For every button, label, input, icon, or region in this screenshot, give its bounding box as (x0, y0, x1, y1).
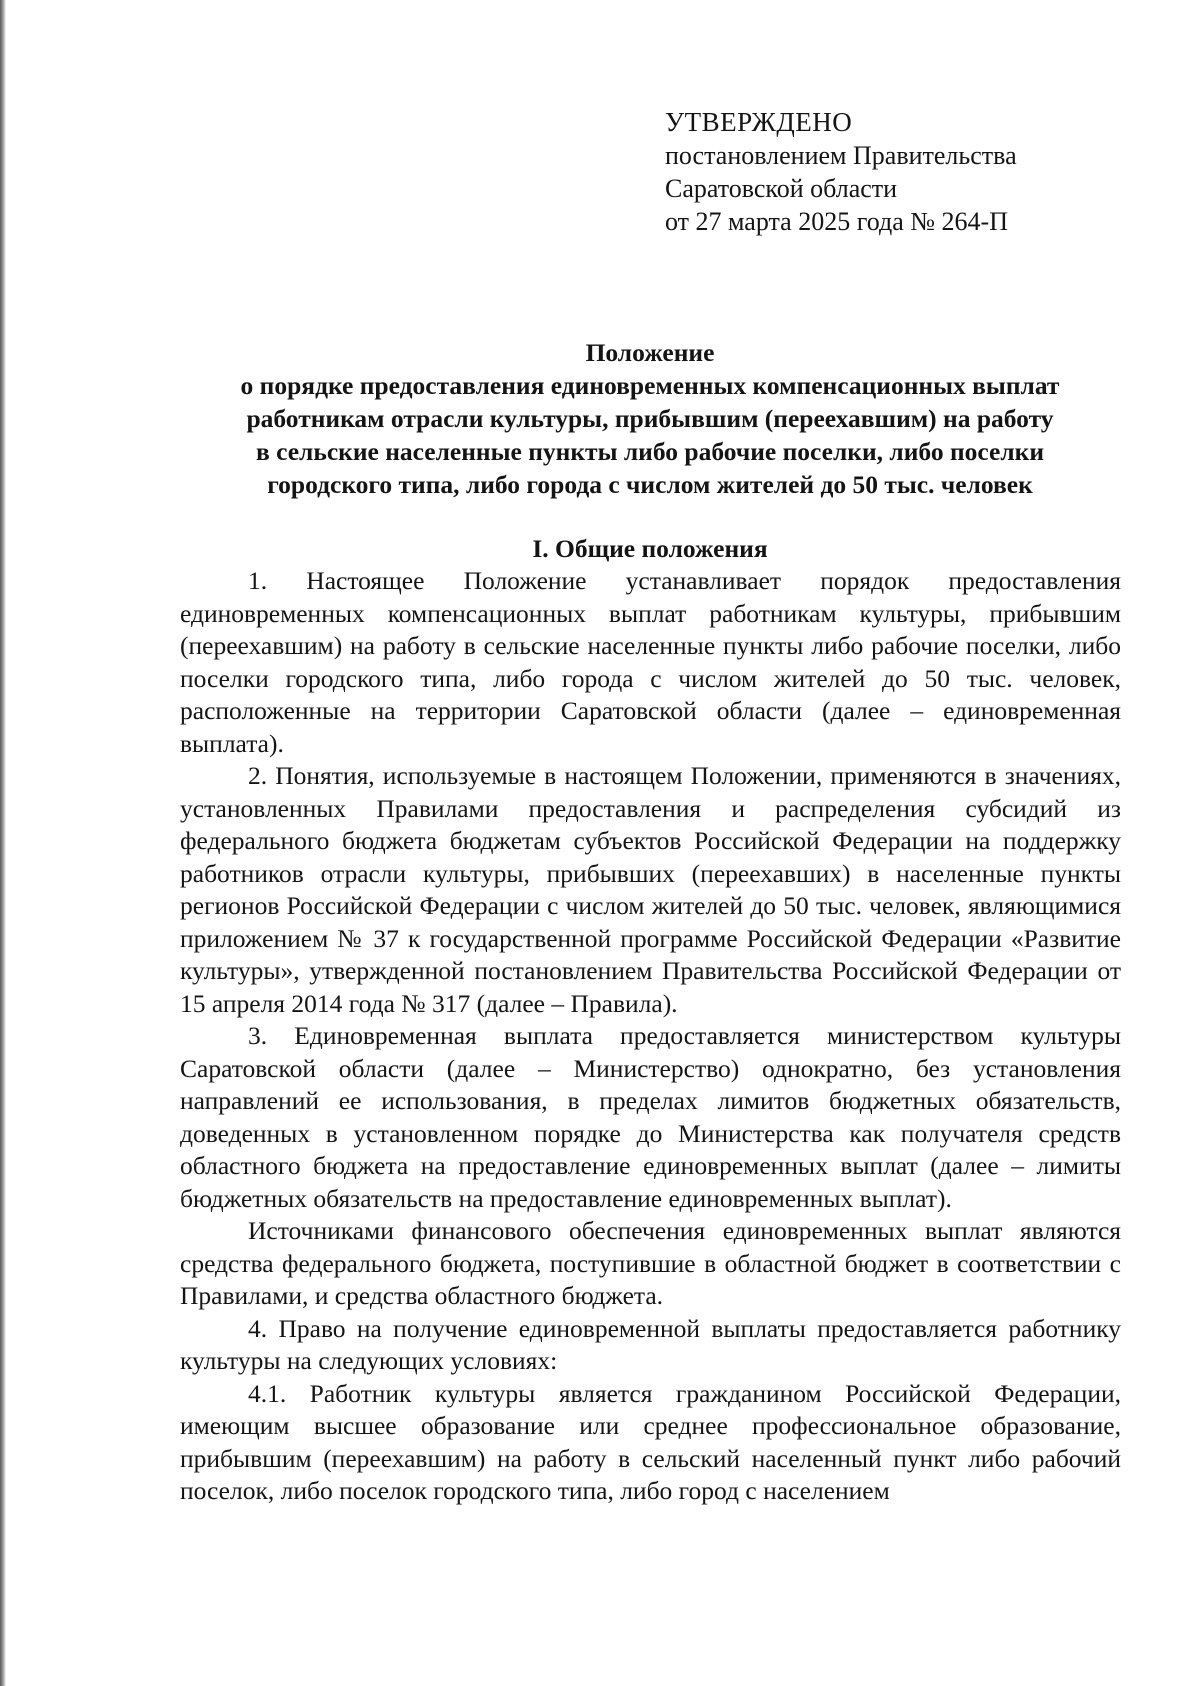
paragraph: 3. Единовременная выплата предоставляется министерством культуры Саратовской области (далее – Министерство) однократно, без установления направлений ее использования, в пределах лимитов бюджетных обязательств, доведенных в установленном порядке до Министерства как получателя средств областного бюджета на предоставление единовременных выплат (далее – лимиты бюджетных обязательств на предоставление единовременных выплат). (180, 1021, 1121, 1213)
body-text (180, 565, 1121, 1508)
approval-line: постановлением Правительства (665, 141, 1017, 170)
title-line: о порядке предоставления единовременных компенсационных выплат (240, 371, 1060, 400)
paragraph: 4.1. Работник культуры является гражданином Российской Федерации, имеющим высшее образование или среднее профессиональное образование, прибывшим (переехавшим) на работу в сельский населенный пункт либо рабочий поселок, либо поселок городского типа, либо город с населением (180, 1378, 1121, 1505)
paragraph: 4. Право на получение единовременной выплаты предоставляется работнику культуры на следующих условиях: (180, 1313, 1121, 1375)
paragraph: 1. Настоящее Положение устанавливает порядок предоставления единовременных компенсационных выплат работникам культуры, прибывшим (переехавшим) на работу в сельские населенные пункты либо рабочие поселки, либо поселки городского типа, либо города с числом жителей до 50 тыс. человек, расположенные на территории Саратовской области (далее – единовременная выплата). (180, 566, 1121, 758)
title-line: городского типа, либо города с числом жителей до 50 тыс. человек (267, 470, 1033, 499)
approval-line: Саратовской области (665, 174, 898, 203)
approval-title: УТВЕРЖДЕНО (665, 107, 853, 137)
section-heading: I. Общие положения (532, 534, 768, 563)
title-line: Положение (585, 338, 715, 367)
paragraph: Источниками финансового обеспечения единовременных выплат являются средства федерального бюджета, поступившие в областной бюджет в соответствии с Правилами, и средства областного бюджета. (180, 1216, 1121, 1310)
approval-block (665, 106, 1017, 238)
paragraph: 2. Понятия, используемые в настоящем Положении, применяются в значениях, установленных Правилами предоставления и распределения субсидий из федерального бюджета бюджетам субъектов Российской Федерации на поддержку работников отрасли культуры, прибывших (переехавших) в населенные пункты регионов Российской Федерации с числом жителей до 50 тыс. человек, являющимися приложением № 37 к государственной программе Российской Федерации «Развитие культуры», утвержденной постановлением Правительства Российской Федерации от 15 апреля 2014 года № 317 (далее – Правила). (180, 761, 1121, 1018)
title-line: в сельские населенные пункты либо рабочие поселки, либо поселки (255, 437, 1045, 466)
document-title (120, 336, 1180, 501)
approval-date-number: от 27 марта 2025 года № 264-П (665, 207, 1008, 236)
title-line: работникам отрасли культуры, прибывшим (переехавшим) на работу (246, 404, 1054, 433)
